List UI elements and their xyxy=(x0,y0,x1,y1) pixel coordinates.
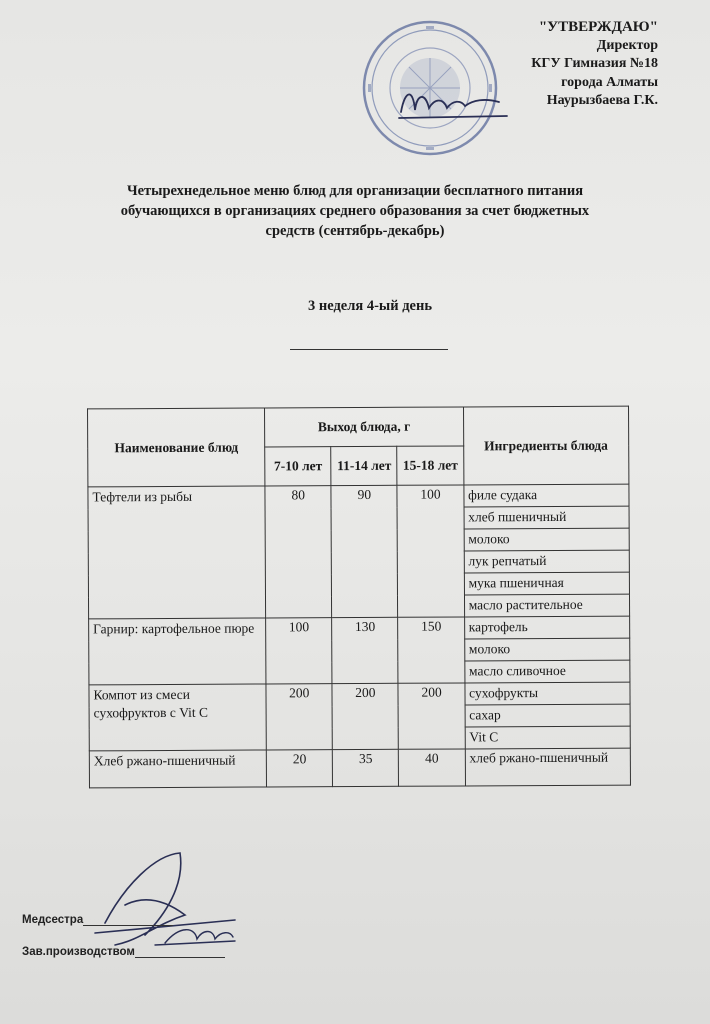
table-row xyxy=(88,484,629,509)
portion-cell: 150 xyxy=(398,617,464,683)
ingredients-header: Ингредиенты блюда xyxy=(463,406,629,485)
approval-city: города Алматы xyxy=(561,74,658,90)
production-head-signature-line xyxy=(22,946,225,958)
approval-heading: "УТВЕРЖДАЮ" xyxy=(538,19,658,35)
age-header: 11-14 лет xyxy=(331,446,397,485)
age-header: 15-18 лет xyxy=(397,446,463,485)
portion-cell: 100 xyxy=(266,618,332,684)
approval-organization: КГУ Гимназия №18 xyxy=(531,56,658,71)
title-line: обучающихся в организациях среднего образования за счет бюджетных xyxy=(120,203,590,219)
ingredient-cell: хлеб ржано-пшеничный xyxy=(465,748,631,786)
age-header: 7-10 лет xyxy=(265,447,331,486)
portion-cell: 90 xyxy=(331,485,398,617)
portion-cell: 200 xyxy=(266,684,332,750)
week-day-label: 3 неделя 4-ый день xyxy=(307,298,433,314)
ingredient-cell: масло растительное xyxy=(464,594,629,617)
divider-line xyxy=(290,349,448,350)
portion-cell: 100 xyxy=(397,485,464,617)
ingredient-cell: мука пшеничная xyxy=(464,572,629,595)
portion-cell: 40 xyxy=(399,749,465,786)
title-line: средств (сентябрь-декабрь) xyxy=(265,223,445,239)
portion-cell: 20 xyxy=(267,750,333,787)
ingredient-cell: молоко xyxy=(464,528,629,551)
signature-underline xyxy=(135,947,225,958)
portion-cell: 130 xyxy=(332,617,398,683)
director-signature xyxy=(395,82,515,127)
approval-position: Директор xyxy=(596,37,658,53)
dish-name: Компот из смеси сухофруктов с Vit C xyxy=(89,684,267,751)
title-line: Четырехнедельное меню блюд для организации бесплатного питания xyxy=(126,183,584,199)
ingredient-cell: сахар xyxy=(465,704,630,727)
table-row xyxy=(89,682,630,707)
portion-cell: 200 xyxy=(398,683,464,749)
production-head-label: Зав.производством xyxy=(22,946,135,958)
menu-table xyxy=(87,406,631,789)
dish-name-header: Наименование блюд xyxy=(88,408,266,487)
approval-block xyxy=(531,18,658,111)
portion-cell: 200 xyxy=(332,683,398,749)
approval-name: Наурызбаева Г.К. xyxy=(546,93,658,108)
dish-name: Тефтели из рыбы xyxy=(88,486,266,619)
ingredient-cell: филе судака xyxy=(464,484,629,507)
dish-name: Гарнир: картофельное пюре xyxy=(89,618,267,685)
document-title xyxy=(60,181,650,241)
ingredient-cell: сухофрукты xyxy=(465,682,630,705)
ingredient-cell: лук репчатый xyxy=(464,550,629,573)
ingredient-cell: Vit C xyxy=(465,726,630,749)
nurse-signature-line xyxy=(22,914,173,926)
signature-underline xyxy=(83,915,173,926)
nurse-label: Медсестра xyxy=(22,914,84,926)
portion-cell: 80 xyxy=(265,486,332,618)
ingredient-cell: молоко xyxy=(464,638,629,661)
output-header: Выход блюда, г xyxy=(265,407,464,447)
ingredient-cell: хлеб пшеничный xyxy=(464,506,629,529)
table-row xyxy=(89,616,630,641)
ingredient-cell: картофель xyxy=(464,616,629,639)
table-row xyxy=(89,748,630,788)
portion-cell: 35 xyxy=(333,749,399,786)
dish-name: Хлеб ржано-пшеничный xyxy=(89,750,266,788)
ingredient-cell: масло сливочное xyxy=(464,660,629,683)
